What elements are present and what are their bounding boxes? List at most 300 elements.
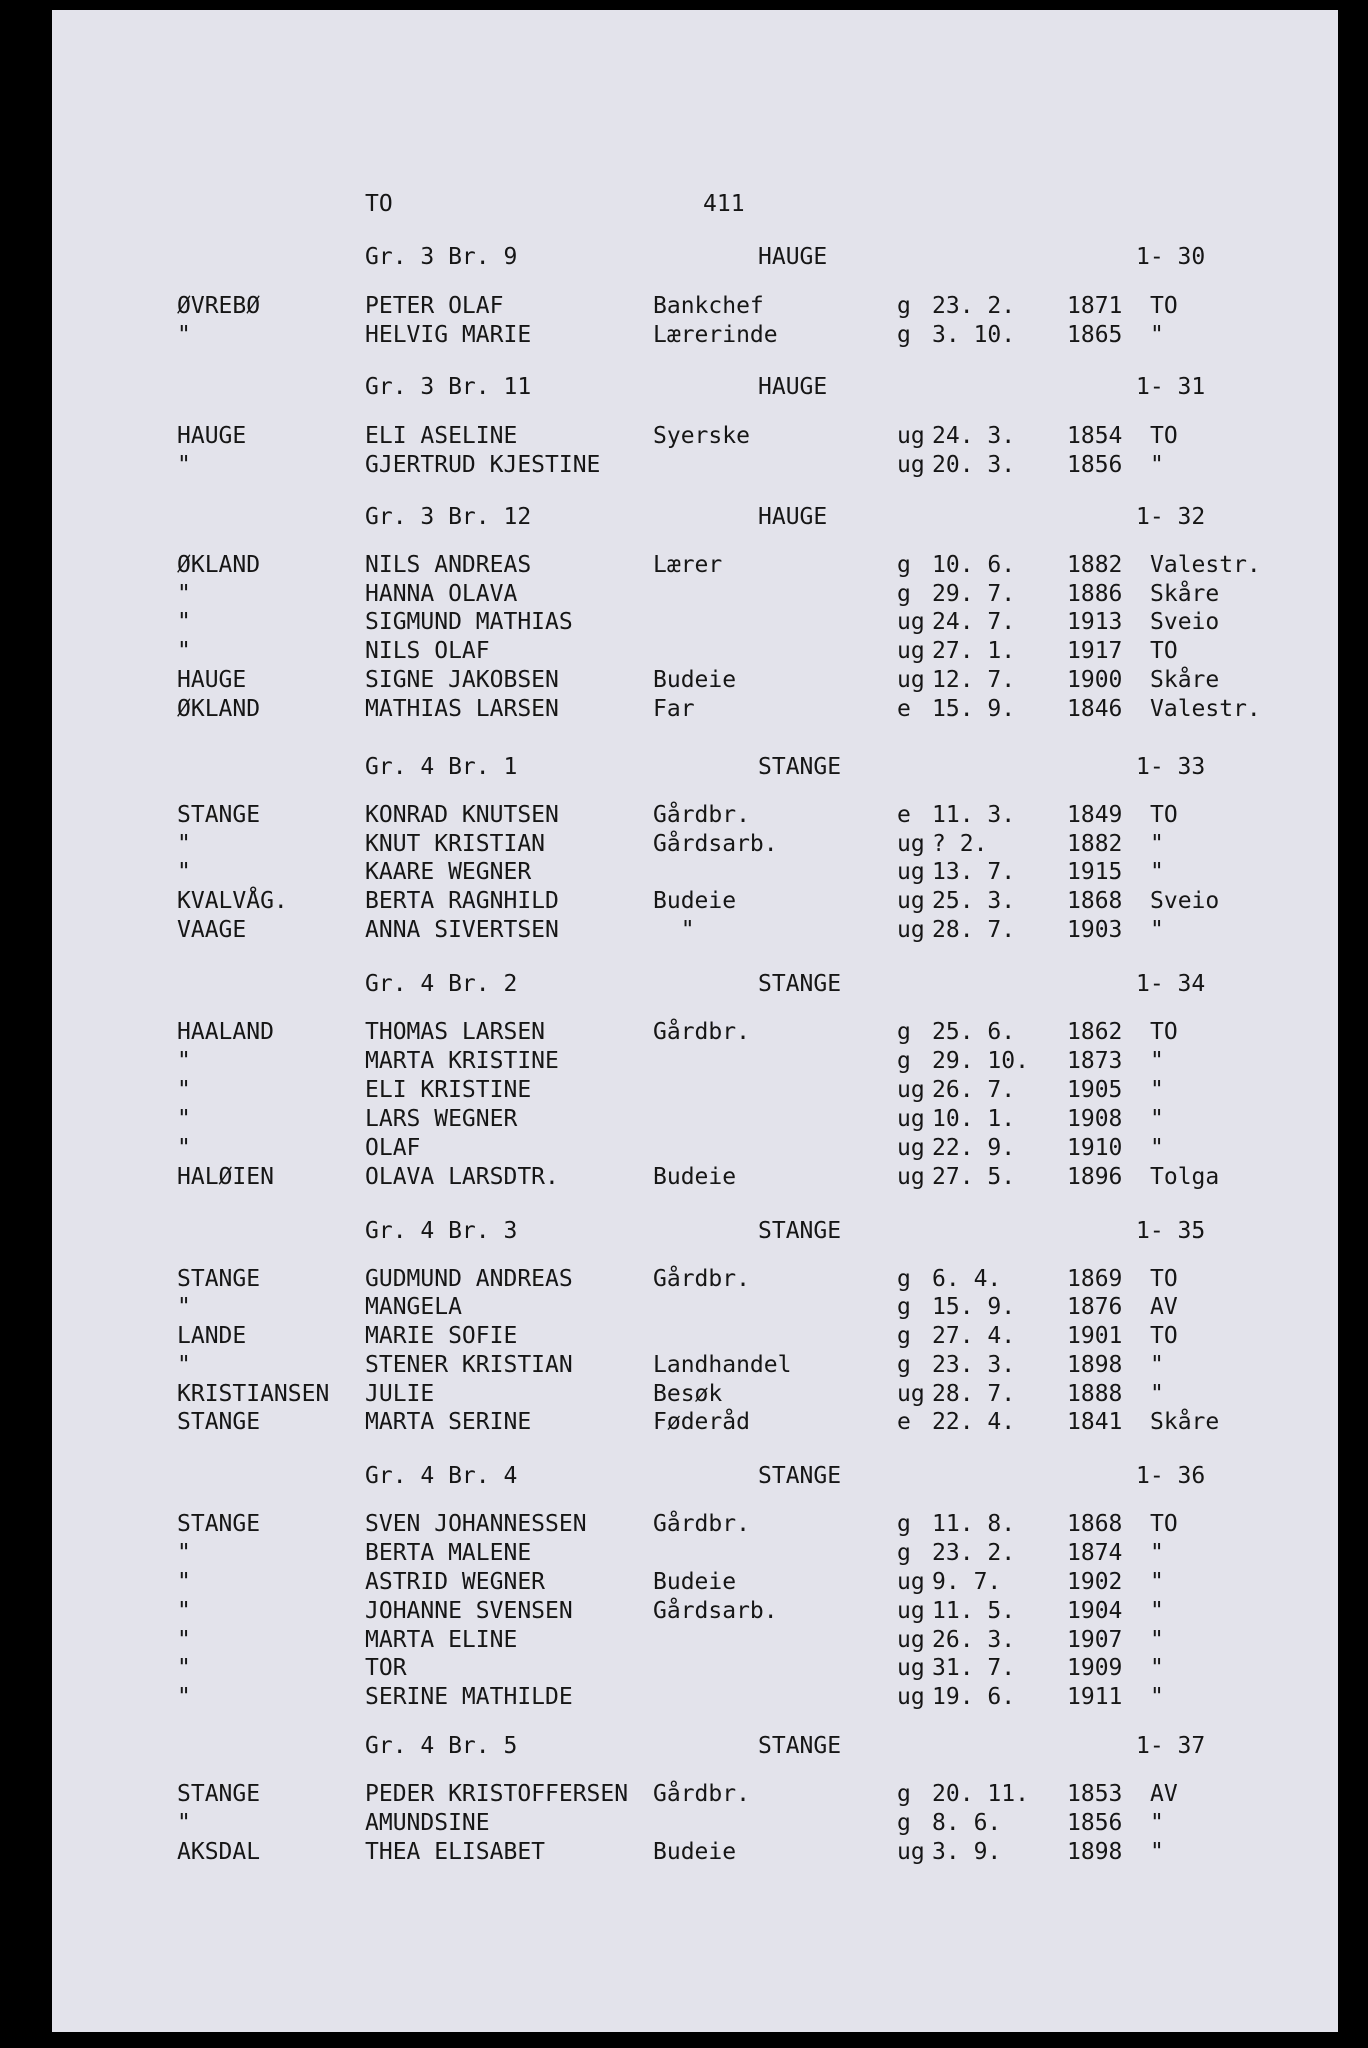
group-code: 1- 36 <box>1136 1463 1206 1489</box>
birth-day: 20. <box>932 452 974 478</box>
surname: LANDE <box>177 1323 247 1349</box>
given-name: ELI KRISTINE <box>365 1077 532 1103</box>
marital-status: ug <box>897 1684 925 1710</box>
occupation: Bankchef <box>653 293 764 319</box>
group-code: 1- 31 <box>1136 374 1206 400</box>
group-heading: Gr. 3 Br. 11 <box>365 374 532 400</box>
group-code: 1- 30 <box>1136 244 1206 270</box>
birth-day: 10. <box>932 552 974 578</box>
birth-date <box>932 321 1015 349</box>
birth-date <box>932 422 1015 450</box>
birth-day: 22. <box>932 1409 974 1435</box>
group-code: 1- 35 <box>1136 1218 1206 1244</box>
marital-status: g <box>897 1323 911 1349</box>
given-name: AMUNDSINE <box>365 1810 490 1836</box>
surname: " <box>177 1627 191 1653</box>
given-name: OLAVA LARSDTR. <box>365 1164 559 1190</box>
given-name: BERTA RAGNHILD <box>365 888 559 914</box>
given-name: BERTA MALENE <box>365 1540 532 1566</box>
birth-day: 19. <box>932 1684 974 1710</box>
group-farm: STANGE <box>758 754 842 780</box>
group-code: 1- 33 <box>1136 754 1206 780</box>
birth-day: 10. <box>932 1106 974 1132</box>
birth-place: TO <box>1150 1323 1178 1349</box>
birth-date <box>932 292 1015 320</box>
birth-day: ? <box>932 831 946 857</box>
birth-day: 13. <box>932 859 974 885</box>
birth-day: 9. <box>932 1569 960 1595</box>
birth-year: 1846 <box>1067 696 1123 722</box>
group-heading: Gr. 4 Br. 4 <box>365 1463 518 1489</box>
given-name: NILS ANDREAS <box>365 552 532 578</box>
birth-place: Sveio <box>1150 609 1220 635</box>
birth-date <box>932 695 1015 723</box>
birth-place: " <box>1150 1135 1164 1161</box>
birth-day: 24. <box>932 609 974 635</box>
marital-status: ug <box>897 888 925 914</box>
surname: " <box>177 1352 191 1378</box>
surname: " <box>177 1294 191 1320</box>
occupation: Gårdbr. <box>653 1019 750 1045</box>
birth-year: 1900 <box>1067 667 1123 693</box>
birth-year: 1903 <box>1067 917 1123 943</box>
given-name: TOR <box>365 1655 407 1681</box>
birth-year: 1896 <box>1067 1164 1123 1190</box>
birth-month: 3. <box>987 423 1016 449</box>
group-heading: Gr. 4 Br. 2 <box>365 971 518 997</box>
marital-status: ug <box>897 1164 925 1190</box>
surname: " <box>177 638 191 664</box>
birth-place: Tolga <box>1150 1164 1220 1190</box>
birth-place: AV <box>1150 1294 1178 1320</box>
birth-place: TO <box>1150 638 1178 664</box>
birth-month: 3. <box>987 888 1016 914</box>
given-name: OLAF <box>365 1135 421 1161</box>
marital-status: g <box>897 552 911 578</box>
marital-status: ug <box>897 1655 925 1681</box>
birth-date <box>932 887 1015 915</box>
given-name: MARIE SOFIE <box>365 1323 518 1349</box>
birth-month: 1. <box>987 638 1016 664</box>
birth-place: " <box>1150 1077 1164 1103</box>
birth-year: 1862 <box>1067 1019 1123 1045</box>
marital-status: g <box>897 1511 911 1537</box>
marital-status: g <box>897 1266 911 1292</box>
given-name: ANNA SIVERTSEN <box>365 917 559 943</box>
birth-year: 1856 <box>1067 1810 1123 1836</box>
occupation: Gårdbr. <box>653 1266 750 1292</box>
birth-year: 1849 <box>1067 802 1123 828</box>
occupation: Landhandel <box>653 1352 792 1378</box>
birth-day: 27. <box>932 638 974 664</box>
birth-year: 1907 <box>1067 1627 1123 1653</box>
birth-place: AV <box>1150 1781 1178 1807</box>
given-name: GUDMUND ANDREAS <box>365 1266 573 1292</box>
birth-year: 1917 <box>1067 638 1123 664</box>
birth-date <box>932 1018 1015 1046</box>
surname: " <box>177 1106 191 1132</box>
given-name: PETER OLAF <box>365 293 504 319</box>
occupation: Gårdsarb. <box>653 1598 778 1624</box>
given-name: KNUT KRISTIAN <box>365 831 546 857</box>
birth-date <box>932 1597 1015 1625</box>
surname: HAUGE <box>177 423 247 449</box>
marital-status: g <box>897 1781 911 1807</box>
birth-date <box>932 1568 1001 1596</box>
group-heading: Gr. 3 Br. 12 <box>365 504 532 530</box>
marital-status: e <box>897 696 911 722</box>
birth-year: 1888 <box>1067 1381 1123 1407</box>
marital-status: g <box>897 1019 911 1045</box>
occupation: Gårdsarb. <box>653 831 778 857</box>
birth-year: 1904 <box>1067 1598 1123 1624</box>
birth-month: 9. <box>973 1839 1002 1865</box>
birth-date <box>932 1510 1015 1538</box>
marital-status: ug <box>897 1106 925 1132</box>
surname: STANGE <box>177 1511 261 1537</box>
birth-day: 26. <box>932 1077 974 1103</box>
birth-date <box>932 551 1015 579</box>
given-name: SIGMUND MATHIAS <box>365 609 573 635</box>
birth-date <box>932 1408 1015 1436</box>
birth-date <box>932 1265 1001 1293</box>
occupation: Lærer <box>653 552 723 578</box>
birth-month: 7. <box>987 609 1016 635</box>
birth-place: " <box>1150 1381 1164 1407</box>
birth-day: 26. <box>932 1627 974 1653</box>
marital-status: ug <box>897 452 925 478</box>
birth-place: " <box>1150 1569 1164 1595</box>
birth-place: " <box>1150 831 1164 857</box>
birth-date <box>932 1380 1015 1408</box>
birth-month: 6. <box>987 1684 1016 1710</box>
birth-day: 11. <box>932 1511 974 1537</box>
birth-day: 6. <box>932 1266 960 1292</box>
surname: STANGE <box>177 1266 261 1292</box>
group-farm: STANGE <box>758 1218 842 1244</box>
given-name: JOHANNE SVENSEN <box>365 1598 573 1624</box>
given-name: MARTA SERINE <box>365 1409 532 1435</box>
birth-date <box>932 1105 1015 1133</box>
marital-status: e <box>897 1409 911 1435</box>
birth-place: TO <box>1150 802 1178 828</box>
group-heading: Gr. 4 Br. 5 <box>365 1733 518 1759</box>
group-heading: Gr. 4 Br. 1 <box>365 754 518 780</box>
birth-year: 1898 <box>1067 1839 1123 1865</box>
occupation: Budeie <box>653 1839 737 1865</box>
birth-month: 2. <box>987 293 1016 319</box>
birth-month: 7. <box>987 1381 1016 1407</box>
birth-month: 7. <box>987 667 1016 693</box>
birth-date <box>932 1076 1015 1104</box>
surname: " <box>177 581 191 607</box>
occupation: Gårdbr. <box>653 1781 750 1807</box>
marital-status: ug <box>897 1627 925 1653</box>
birth-year: 1908 <box>1067 1106 1123 1132</box>
group-heading: Gr. 4 Br. 3 <box>365 1218 518 1244</box>
birth-day: 8. <box>932 1810 960 1836</box>
surname: " <box>177 1655 191 1681</box>
birth-place: " <box>1150 1810 1164 1836</box>
surname: " <box>177 1135 191 1161</box>
birth-place: Skåre <box>1150 1409 1220 1435</box>
birth-month: 4. <box>973 1266 1002 1292</box>
surname: ØVREBØ <box>177 293 261 319</box>
group-farm: HAUGE <box>758 504 828 530</box>
occupation: Syerske <box>653 423 750 449</box>
birth-place: TO <box>1150 293 1178 319</box>
birth-day: 11. <box>932 1598 974 1624</box>
birth-month: 7. <box>973 1569 1002 1595</box>
given-name: THEA ELISABET <box>365 1839 546 1865</box>
surname: " <box>177 609 191 635</box>
surname: STANGE <box>177 1781 261 1807</box>
birth-place: " <box>1150 859 1164 885</box>
group-farm: HAUGE <box>758 244 828 270</box>
birth-year: 1882 <box>1067 831 1123 857</box>
surname: " <box>177 1569 191 1595</box>
marital-status: g <box>897 1352 911 1378</box>
birth-date <box>932 608 1015 636</box>
marital-status: g <box>897 293 911 319</box>
occupation: Budeie <box>653 667 737 693</box>
surname: " <box>177 859 191 885</box>
given-name: KAARE WEGNER <box>365 859 532 885</box>
marital-status: ug <box>897 1135 925 1161</box>
birth-year: 1886 <box>1067 581 1123 607</box>
surname: AKSDAL <box>177 1839 261 1865</box>
birth-day: 20. <box>932 1781 974 1807</box>
given-name: MATHIAS LARSEN <box>365 696 559 722</box>
birth-day: 25. <box>932 888 974 914</box>
birth-year: 1874 <box>1067 1540 1123 1566</box>
birth-place: TO <box>1150 1266 1178 1292</box>
birth-day: 3. <box>932 1839 960 1865</box>
birth-day: 15. <box>932 696 974 722</box>
occupation: Gårdbr. <box>653 802 750 828</box>
marital-status: ug <box>897 609 925 635</box>
group-farm: STANGE <box>758 1463 842 1489</box>
birth-day: 12. <box>932 667 974 693</box>
birth-month: 7. <box>987 859 1016 885</box>
birth-day: 23. <box>932 293 974 319</box>
birth-place: " <box>1150 1839 1164 1865</box>
group-code: 1- 32 <box>1136 504 1206 530</box>
birth-day: 27. <box>932 1164 974 1190</box>
occupation: Gårdbr. <box>653 1511 750 1537</box>
birth-month: 7. <box>987 917 1016 943</box>
marital-status: ug <box>897 859 925 885</box>
birth-place: Skåre <box>1150 667 1220 693</box>
birth-month: 4. <box>987 1323 1016 1349</box>
birth-month: 3. <box>987 802 1016 828</box>
birth-place: " <box>1150 917 1164 943</box>
surname: " <box>177 322 191 348</box>
birth-month: 1. <box>987 1106 1016 1132</box>
birth-day: 22. <box>932 1135 974 1161</box>
occupation: " <box>653 917 695 943</box>
birth-year: 1868 <box>1067 1511 1123 1537</box>
surname: " <box>177 1598 191 1624</box>
birth-year: 1911 <box>1067 1684 1123 1710</box>
birth-year: 1856 <box>1067 452 1123 478</box>
birth-month: 11. <box>987 1781 1029 1807</box>
birth-date <box>932 666 1015 694</box>
surname: " <box>177 1810 191 1836</box>
birth-year: 1853 <box>1067 1781 1123 1807</box>
surname: " <box>177 1048 191 1074</box>
birth-month: 10. <box>973 322 1016 348</box>
surname: ØKLAND <box>177 552 261 578</box>
given-name: LARS WEGNER <box>365 1106 518 1132</box>
given-name: NILS OLAF <box>365 638 490 664</box>
birth-day: 11. <box>932 802 974 828</box>
given-name: SVEN JOHANNESSEN <box>365 1511 587 1537</box>
group-heading: Gr. 3 Br. 9 <box>365 244 518 270</box>
birth-month: 7. <box>987 1077 1016 1103</box>
birth-place: Skåre <box>1150 581 1220 607</box>
birth-day: 28. <box>932 1381 974 1407</box>
marital-status: ug <box>897 1839 925 1865</box>
surname: HAALAND <box>177 1019 274 1045</box>
given-name: STENER KRISTIAN <box>365 1352 573 1378</box>
birth-month: 2. <box>959 831 988 857</box>
surname: KVALVÅG. <box>177 888 288 914</box>
given-name: ELI ASELINE <box>365 423 518 449</box>
surname: HALØIEN <box>177 1164 274 1190</box>
marital-status: ug <box>897 831 925 857</box>
surname: " <box>177 1540 191 1566</box>
marital-status: ug <box>897 423 925 449</box>
birth-date <box>932 830 987 858</box>
birth-place: " <box>1150 1627 1164 1653</box>
birth-date <box>932 1047 1029 1075</box>
birth-month: 9. <box>987 1135 1016 1161</box>
birth-place: " <box>1150 322 1164 348</box>
surname: STANGE <box>177 1409 261 1435</box>
birth-year: 1868 <box>1067 888 1123 914</box>
birth-place: Sveio <box>1150 888 1220 914</box>
marital-status: g <box>897 1810 911 1836</box>
occupation: Far <box>653 696 695 722</box>
marital-status: g <box>897 1294 911 1320</box>
birth-month: 5. <box>987 1164 1016 1190</box>
birth-day: 25. <box>932 1019 974 1045</box>
surname: HAUGE <box>177 667 247 693</box>
surname: " <box>177 1077 191 1103</box>
given-name: MANGELA <box>365 1294 462 1320</box>
surname: " <box>177 1684 191 1710</box>
given-name: GJERTRUD KJESTINE <box>365 452 601 478</box>
birth-year: 1869 <box>1067 1266 1123 1292</box>
birth-date <box>932 1322 1015 1350</box>
birth-date <box>932 1838 1001 1866</box>
birth-year: 1913 <box>1067 609 1123 635</box>
birth-place: " <box>1150 1540 1164 1566</box>
birth-day: 27. <box>932 1323 974 1349</box>
birth-day: 31. <box>932 1655 974 1681</box>
given-name: THOMAS LARSEN <box>365 1019 546 1045</box>
header-left: TO <box>365 191 393 217</box>
birth-date <box>932 580 1015 608</box>
birth-place: " <box>1150 1106 1164 1132</box>
group-code: 1- 37 <box>1136 1733 1206 1759</box>
birth-month: 4. <box>987 1409 1016 1435</box>
birth-date <box>932 1539 1015 1567</box>
document-page <box>52 10 1338 2032</box>
birth-year: 1841 <box>1067 1409 1123 1435</box>
given-name: SERINE MATHILDE <box>365 1684 573 1710</box>
birth-year: 1882 <box>1067 552 1123 578</box>
birth-day: 24. <box>932 423 974 449</box>
given-name: SIGNE JAKOBSEN <box>365 667 559 693</box>
birth-month: 3. <box>987 452 1016 478</box>
birth-day: 29. <box>932 1048 974 1074</box>
marital-status: ug <box>897 1381 925 1407</box>
birth-date <box>932 1163 1015 1191</box>
birth-day: 23. <box>932 1540 974 1566</box>
occupation: Føderåd <box>653 1409 750 1435</box>
birth-date <box>932 858 1015 886</box>
marital-status: ug <box>897 667 925 693</box>
marital-status: e <box>897 802 911 828</box>
birth-date <box>932 451 1015 479</box>
birth-year: 1901 <box>1067 1323 1123 1349</box>
birth-date <box>932 1134 1015 1162</box>
birth-place: " <box>1150 1352 1164 1378</box>
birth-place: TO <box>1150 1019 1178 1045</box>
birth-date <box>932 637 1015 665</box>
birth-year: 1898 <box>1067 1352 1123 1378</box>
birth-date <box>932 801 1015 829</box>
birth-month: 7. <box>987 581 1016 607</box>
birth-place: " <box>1150 1598 1164 1624</box>
birth-date <box>932 1626 1015 1654</box>
group-farm: STANGE <box>758 1733 842 1759</box>
given-name: MARTA ELINE <box>365 1627 518 1653</box>
birth-month: 7. <box>987 1655 1016 1681</box>
birth-month: 3. <box>987 1627 1016 1653</box>
surname: KRISTIANSEN <box>177 1381 330 1407</box>
birth-day: 28. <box>932 917 974 943</box>
birth-place: Valestr. <box>1150 696 1261 722</box>
occupation: Budeie <box>653 888 737 914</box>
birth-year: 1876 <box>1067 1294 1123 1320</box>
birth-year: 1905 <box>1067 1077 1123 1103</box>
given-name: JULIE <box>365 1381 435 1407</box>
birth-place: TO <box>1150 423 1178 449</box>
given-name: HANNA OLAVA <box>365 581 518 607</box>
occupation: Lærerinde <box>653 322 778 348</box>
marital-status: g <box>897 1048 911 1074</box>
birth-day: 29. <box>932 581 974 607</box>
surname: VAAGE <box>177 917 247 943</box>
birth-month: 6. <box>973 1810 1002 1836</box>
given-name: PEDER KRISTOFFERSEN <box>365 1781 629 1807</box>
birth-year: 1902 <box>1067 1569 1123 1595</box>
group-code: 1- 34 <box>1136 971 1206 997</box>
birth-year: 1865 <box>1067 322 1123 348</box>
birth-month: 6. <box>987 1019 1016 1045</box>
birth-month: 8. <box>987 1511 1016 1537</box>
marital-status: ug <box>897 1077 925 1103</box>
birth-place: " <box>1150 1684 1164 1710</box>
birth-month: 9. <box>987 1294 1016 1320</box>
birth-place: " <box>1150 452 1164 478</box>
birth-place: Valestr. <box>1150 552 1261 578</box>
surname: " <box>177 452 191 478</box>
birth-year: 1909 <box>1067 1655 1123 1681</box>
